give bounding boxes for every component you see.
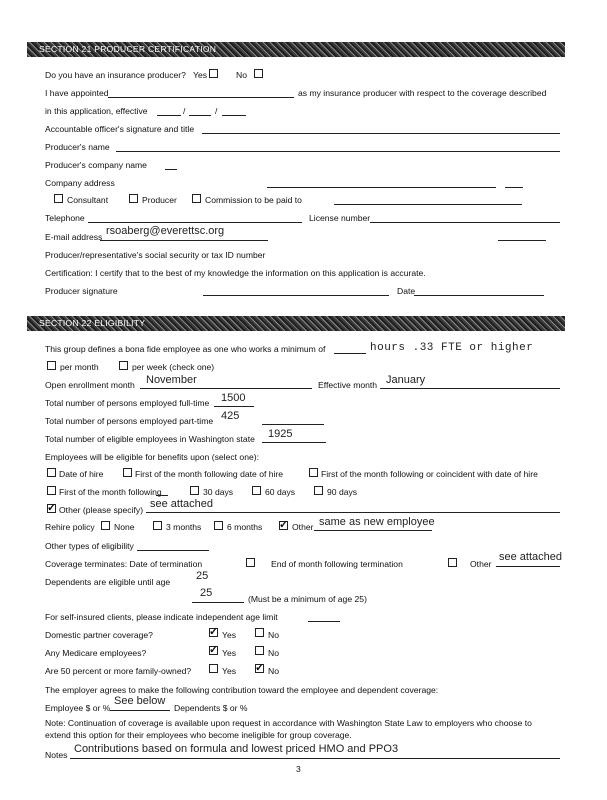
effective-month-field[interactable] <box>157 115 181 116</box>
dependents-contribution-label: Dependents $ or % <box>174 703 248 713</box>
employee-contribution-value: See below <box>114 695 166 707</box>
rehire-none-checkbox[interactable] <box>101 521 110 530</box>
students-age-value: 25 <box>200 587 213 599</box>
per-month-checkbox[interactable] <box>47 361 56 370</box>
officer-signature-field[interactable] <box>202 133 560 134</box>
insurance-producer-question: Do you have an insurance producer? <box>45 70 186 80</box>
commission-label: Commission to be paid to <box>205 195 302 205</box>
effective-month-value: January <box>386 374 426 386</box>
students-age-note: (Must be a minimum of age 25) <box>248 594 367 604</box>
company-zip-field[interactable] <box>505 187 523 188</box>
email-value: rsoaberg@everettsc.org <box>106 225 225 237</box>
first-coincident-label: First of the month following or coincident with date of hire <box>321 469 538 479</box>
license-field[interactable] <box>370 222 560 223</box>
per-month-label: per month <box>60 362 99 372</box>
domestic-partner-label: Domestic partner coverage? <box>45 630 153 640</box>
domestic-no-checkbox[interactable] <box>255 628 264 637</box>
email-extra-field[interactable] <box>498 240 546 241</box>
bona-fide-label: This group defines a bona fide employee as one who works a minimum of <box>45 344 326 354</box>
open-enrollment-label: Open enrollment month <box>45 380 135 390</box>
commission-field[interactable] <box>334 204 522 205</box>
appointed-producer-field[interactable] <box>108 97 294 98</box>
family-owned-yes-label: Yes <box>222 666 237 676</box>
date-label: Date <box>397 286 416 296</box>
telephone-label: Telephone <box>45 213 85 223</box>
producer-signature-label: Producer signature <box>45 286 118 296</box>
medicare-yes-checkbox[interactable] <box>209 646 218 655</box>
producer-company-label: Producer's company name <box>45 160 147 170</box>
medicare-label: Any Medicare employees? <box>45 648 147 658</box>
certification-text: Certification: I certify that to the best of my knowledge the information on this application is accurate. <box>45 268 426 278</box>
coverage-other-label: Other <box>470 559 492 569</box>
no-label: No <box>236 70 247 80</box>
rehire-other-label: Other <box>292 522 314 532</box>
rehire-policy-label: Rehire policy <box>45 522 95 532</box>
self-insured-field[interactable] <box>308 621 340 622</box>
producer-name-field[interactable] <box>116 151 560 152</box>
section-producer-certification-header <box>27 42 565 57</box>
consultant-checkbox[interactable] <box>54 194 63 203</box>
effective-year-field[interactable] <box>222 115 246 116</box>
notes-label: Notes <box>45 750 68 760</box>
rehire-none-label: None <box>114 522 135 532</box>
effective-label: in this application, effective <box>45 106 148 116</box>
90-days-checkbox[interactable] <box>314 486 323 495</box>
coverage-other-value: see attached <box>499 551 562 563</box>
notes-field[interactable] <box>70 758 560 759</box>
section-title: SECTION 22 ELIGIBILITY <box>39 318 146 328</box>
effective-day-field[interactable] <box>189 115 211 116</box>
date-of-termination-checkbox[interactable] <box>246 558 255 567</box>
other-specify-field[interactable] <box>146 512 560 513</box>
first-after-field[interactable] <box>156 495 168 496</box>
company-address-field[interactable] <box>267 187 496 188</box>
60-days-checkbox[interactable] <box>252 486 261 495</box>
employee-contribution-field[interactable] <box>110 710 170 711</box>
license-label: License number <box>309 213 371 223</box>
email-field[interactable] <box>100 240 268 241</box>
rehire-3-months-label: 3 months <box>166 522 202 532</box>
consultant-label: Consultant <box>67 195 109 205</box>
family-owned-yes-checkbox[interactable] <box>209 664 218 673</box>
other-specify-label: Other (please specify) <box>59 505 144 515</box>
60-days-label: 60 days <box>265 487 296 497</box>
appoint-suffix: as my insurance producer with respect to the coverage described <box>298 88 547 98</box>
eligible-field[interactable] <box>262 442 326 443</box>
fulltime-field[interactable] <box>214 406 254 407</box>
appoint-label: I have appointed <box>45 88 109 98</box>
insurance-producer-yes-checkbox[interactable] <box>209 69 218 78</box>
90-days-label: 90 days <box>327 487 358 497</box>
producer-label: Producer <box>142 195 177 205</box>
producer-company-field[interactable] <box>165 169 177 170</box>
coverage-terminates-label: Coverage terminates: Date of termination <box>45 559 203 569</box>
first-after-label: First of the month following <box>59 487 162 497</box>
continuation-note-line1: Note: Continuation of coverage is available upon request in accordance with Washington State Law to employers who choose to <box>45 718 532 728</box>
company-address-label: Company address <box>45 178 115 188</box>
rehire-6-months-label: 6 months <box>227 522 263 532</box>
insurance-producer-no-checkbox[interactable] <box>254 69 263 78</box>
coverage-other-field[interactable] <box>496 566 560 567</box>
page-number: 3 <box>296 764 301 774</box>
yes-label: Yes <box>193 70 208 80</box>
open-enrollment-field[interactable] <box>140 388 312 389</box>
telephone-field[interactable] <box>88 222 302 223</box>
open-enrollment-value: November <box>146 374 197 386</box>
parttime-value: 425 <box>221 410 240 422</box>
employer-contribution-text: The employer agrees to make the following contribution toward the employee and dependent coverage: <box>45 685 439 695</box>
first-coincident-checkbox[interactable] <box>309 468 318 477</box>
other-eligibility-field[interactable] <box>137 550 209 551</box>
family-owned-label: Are 50 percent or more family-owned? <box>45 666 192 676</box>
domestic-yes-checkbox[interactable] <box>209 628 218 637</box>
fulltime-value: 1500 <box>221 392 246 404</box>
producer-checkbox[interactable] <box>129 194 138 203</box>
minimum-hours-value: hours .33 FTE or higher <box>370 342 534 354</box>
other-eligibility-label: Other types of eligibility <box>45 541 134 551</box>
effective-month-field[interactable] <box>380 388 560 389</box>
end-of-month-label: End of month following termination <box>271 559 403 569</box>
date-of-hire-label: Date of hire <box>59 469 104 479</box>
benefits-eligibility-label: Employees will be eligible for benefits upon (select one): <box>45 452 260 462</box>
medicare-no-checkbox[interactable] <box>255 646 264 655</box>
domestic-yes-label: Yes <box>222 630 237 640</box>
commission-checkbox[interactable] <box>192 194 201 203</box>
end-of-month-checkbox[interactable] <box>448 558 457 567</box>
officer-signature-label: Accountable officer's signature and title <box>45 124 195 134</box>
family-owned-no-label: No <box>268 666 279 676</box>
email-label: E-mail address <box>45 232 103 242</box>
parttime-label: Total number of persons employed part-time <box>45 416 214 426</box>
section-eligibility-header <box>27 316 565 331</box>
producer-signature-field[interactable] <box>203 295 389 296</box>
continuation-note-line2: extend this option for their employees who become ineligible for group coverage. <box>45 730 352 740</box>
section-title: SECTION 21 PRODUCER CERTIFICATION <box>39 44 217 54</box>
rehire-other-checkbox[interactable] <box>279 521 288 530</box>
minimum-hours-field[interactable] <box>334 353 366 354</box>
per-week-checkbox[interactable] <box>119 361 128 370</box>
rehire-3-months-checkbox[interactable] <box>153 521 162 530</box>
ssn-label: Producer/representative's social security or tax ID number <box>45 250 266 260</box>
dependents-age-label: Dependents are eligible until age <box>45 577 171 587</box>
producer-name-label: Producer's name <box>45 142 110 152</box>
effective-month-label: Effective month <box>318 380 378 390</box>
dependents-age-value: 25 <box>196 570 209 582</box>
employee-contribution-label: Employee $ or % <box>45 703 111 713</box>
30-days-label: 30 days <box>203 487 234 497</box>
eligible-value: 1925 <box>268 428 293 440</box>
fulltime-label: Total number of persons employed full-time <box>45 398 210 408</box>
medicare-no-label: No <box>268 648 279 658</box>
rehire-other-field[interactable] <box>314 530 432 531</box>
self-insured-label: For self-insured clients, please indicate independent age limit <box>45 612 278 622</box>
rehire-6-months-checkbox[interactable] <box>214 521 223 530</box>
first-following-label: First of the month following date of hire <box>135 469 284 479</box>
domestic-no-label: No <box>268 630 279 640</box>
other-specify-value: see attached <box>150 498 213 510</box>
first-following-checkbox[interactable] <box>123 468 132 477</box>
family-owned-no-checkbox[interactable] <box>255 664 264 673</box>
per-week-label: per week (check one) <box>132 362 215 372</box>
date-of-hire-checkbox[interactable] <box>47 468 56 477</box>
rehire-other-value: same as new employee <box>319 516 435 528</box>
first-after-checkbox[interactable] <box>47 486 56 495</box>
medicare-yes-label: Yes <box>222 648 237 658</box>
30-days-checkbox[interactable] <box>190 486 199 495</box>
notes-value: Contributions based on formula and lowest priced HMO and PPO3 <box>74 743 399 755</box>
other-specify-checkbox[interactable] <box>47 504 56 513</box>
producer-date-field[interactable] <box>414 295 544 296</box>
parttime-field[interactable] <box>262 424 324 425</box>
students-age-field[interactable] <box>192 602 244 603</box>
eligible-label: Total number of eligible employees in Washington state <box>45 434 255 444</box>
